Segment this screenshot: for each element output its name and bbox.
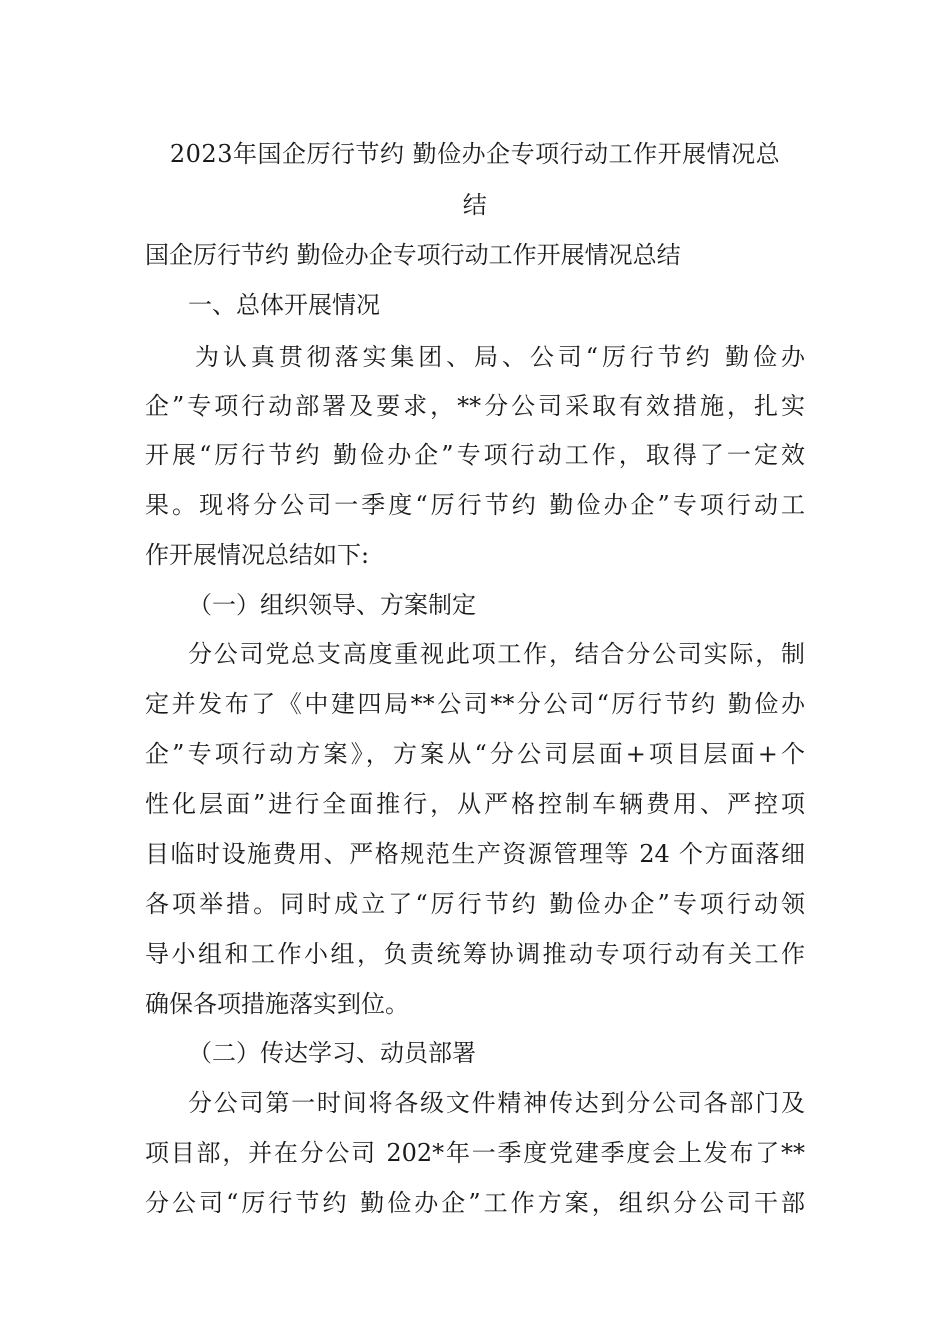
organization-line-4: 性化层面”进行全面推行，从严格控制车辆费用、严控项	[145, 790, 805, 818]
organization-line-6: 各项举措。同时成立了“厉行节约 勤俭办企”专项行动领	[145, 890, 805, 918]
organization-line-8: 确保各项措施落实到位。	[145, 990, 409, 1018]
subsection-heading-mobilization: （二）传达学习、动员部署	[188, 1039, 476, 1067]
organization-line-5: 目临时设施费用、严格规范生产资源管理等 24 个方面落细	[145, 840, 805, 868]
intro-line-4: 果。现将分公司一季度“厉行节约 勤俭办企”专项行动工	[145, 491, 805, 519]
document-title-line-2: 结	[462, 191, 488, 219]
document-title-line-1: 2023年国企厉行节约 勤俭办企专项行动工作开展情况总	[169, 140, 781, 168]
intro-line-3: 开展“厉行节约 勤俭办企”专项行动工作，取得了一定效	[145, 441, 805, 469]
intro-line-1: 为认真贯彻落实集团、局、公司“厉行节约 勤俭办	[195, 343, 805, 371]
section-heading-overall: 一、总体开展情况	[188, 291, 380, 319]
document-subtitle: 国企厉行节约 勤俭办企专项行动工作开展情况总结	[145, 241, 681, 269]
mobilization-line-3: 分公司“厉行节约 勤俭办企”工作方案，组织分公司干部	[145, 1189, 805, 1217]
organization-line-7: 导小组和工作小组，负责统筹协调推动专项行动有关工作	[145, 940, 805, 968]
mobilization-line-2: 项目部，并在分公司 202*年一季度党建季度会上发布了**	[145, 1139, 805, 1167]
organization-line-2: 定并发布了《中建四局**公司**分公司“厉行节约 勤俭办	[145, 690, 805, 718]
organization-line-1: 分公司党总支高度重视此项工作，结合分公司实际，制	[188, 640, 805, 668]
subsection-heading-organization: （一）组织领导、方案制定	[188, 591, 476, 619]
intro-line-2: 企”专项行动部署及要求，**分公司采取有效措施，扎实	[145, 392, 805, 420]
intro-line-5: 作开展情况总结如下:	[145, 541, 370, 569]
organization-line-3: 企”专项行动方案》，方案从“分公司层面+项目层面+个	[145, 740, 805, 768]
mobilization-line-1: 分公司第一时间将各级文件精神传达到分公司各部门及	[188, 1089, 805, 1117]
